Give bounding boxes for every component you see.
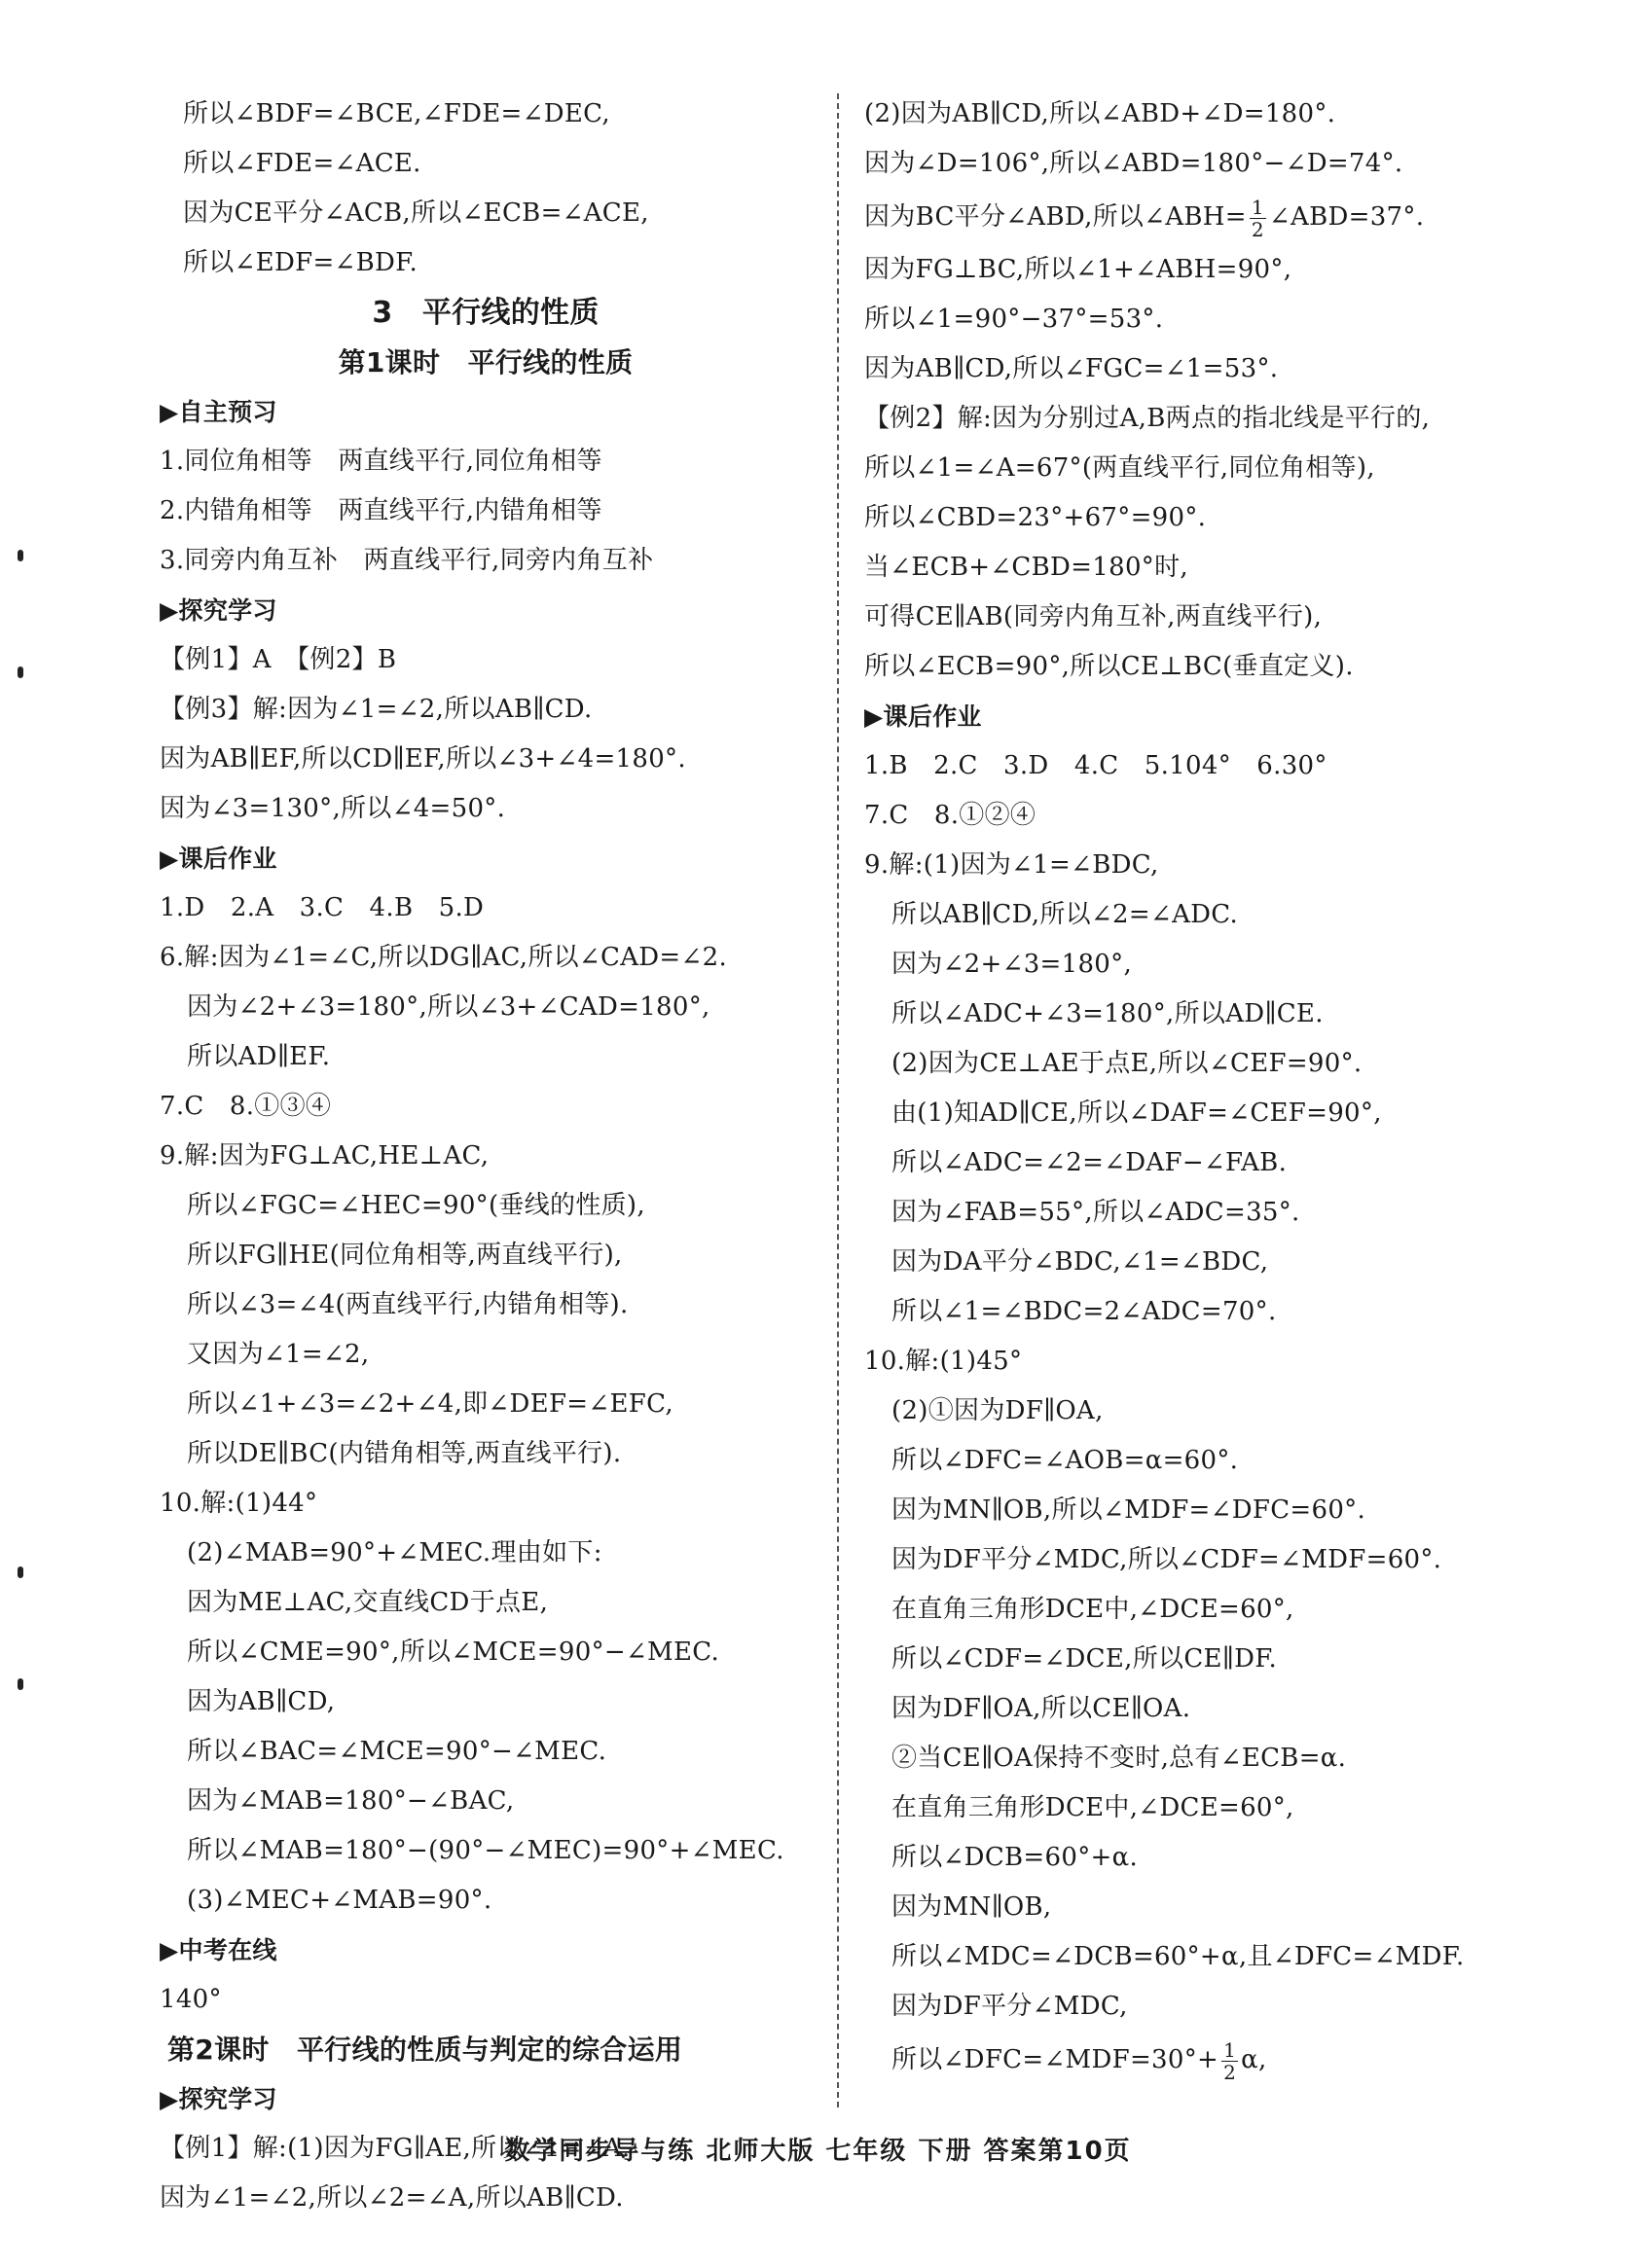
text-line	[160, 1330, 812, 1380]
line-text: 因为FG⊥BC,所以∠1+∠ABH=90°,	[864, 255, 1292, 284]
text-line	[160, 238, 812, 288]
text-line	[864, 791, 1565, 841]
text-line	[160, 139, 812, 189]
line-text-after: ∠ABD=37°.	[1268, 202, 1425, 232]
line-text: 在直角三角形DCE中,∠DCE=60°,	[891, 1595, 1294, 1624]
line-text: 因为AB∥EF,所以CD∥EF,所以∠3+∠4=180°.	[160, 744, 686, 774]
fraction-denominator: 2	[1223, 2060, 1237, 2084]
text-line	[864, 593, 1565, 642]
text-line	[864, 2032, 1565, 2088]
text-line	[864, 990, 1565, 1039]
line-text: 所以∠FGC=∠HEC=90°(垂线的性质),	[187, 1191, 645, 1220]
text-line	[864, 90, 1565, 139]
text-line	[864, 444, 1565, 493]
text-line	[864, 1783, 1565, 1833]
line-text: 所以∠1=∠A=67°(两直线平行,同位角相等),	[864, 453, 1375, 483]
margin-mark	[18, 1678, 23, 1690]
text-line	[864, 1684, 1565, 1734]
lesson-title	[160, 2025, 812, 2074]
text-line	[864, 394, 1565, 444]
text-line	[864, 841, 1565, 890]
text-line	[160, 1975, 812, 2025]
line-text: 所以∠DCB=60°+α.	[891, 1843, 1139, 1872]
line-text: 因为MN∥OB,	[891, 1892, 1052, 1922]
text-line	[160, 735, 812, 784]
text-line	[864, 1188, 1565, 1238]
line-text: 2.内错角相等 两直线平行,内错角相等	[160, 496, 602, 525]
section-heading	[160, 834, 812, 883]
line-text: ▶中考在线	[160, 1936, 277, 1964]
line-text: 7.C 8.①②④	[864, 801, 1036, 830]
line-text: 因为BC平分∠ABD,所以∠ABH=	[864, 202, 1247, 232]
text-line	[160, 437, 812, 486]
text-line	[864, 1337, 1565, 1386]
lesson-title	[160, 338, 812, 387]
text-line	[160, 1479, 812, 1529]
line-text: 所以∠MDC=∠DCB=60°+α,且∠DFC=∠MDF.	[891, 1942, 1465, 1971]
text-line	[864, 642, 1565, 692]
fraction	[1221, 2039, 1238, 2083]
section-heading	[160, 387, 812, 437]
line-text: 当∠ECB+∠CBD=180°时,	[864, 553, 1188, 582]
text-line	[864, 189, 1565, 245]
section-heading	[160, 2074, 812, 2124]
fraction-numerator: 1	[1251, 195, 1264, 219]
line-text: 【例1】解:(1)因为FG∥AE,所以∠1=∠A.	[160, 2134, 631, 2163]
line-text: 因为MN∥OB,所以∠MDF=∠DFC=60°.	[891, 1495, 1366, 1525]
text-line	[160, 1429, 812, 1479]
text-line	[864, 890, 1565, 940]
text-line	[160, 1181, 812, 1231]
text-line	[160, 883, 812, 933]
text-line	[864, 1932, 1565, 1982]
text-line	[160, 983, 812, 1032]
section-heading	[160, 1926, 812, 1975]
text-line	[864, 245, 1565, 295]
line-text: ▶探究学习	[160, 596, 277, 625]
line-text: 140°	[160, 1985, 222, 2014]
line-text: 【例1】A 【例2】B	[160, 645, 397, 674]
text-line	[864, 1138, 1565, 1188]
line-text: 所以∠DFC=∠MDF=30°+	[891, 2045, 1219, 2074]
text-line	[864, 139, 1565, 189]
text-line	[160, 1578, 812, 1628]
line-text: 7.C 8.①③④	[160, 1092, 332, 1121]
line-text: 3.同旁内角互补 两直线平行,同旁内角互补	[160, 546, 654, 575]
text-line	[864, 1486, 1565, 1535]
text-line	[160, 933, 812, 983]
text-line	[160, 1132, 812, 1181]
line-text: 1.同位角相等 两直线平行,同位角相等	[160, 447, 602, 476]
page-footer: 数学同步导与练 北师大版 七年级 下册 答案第10页	[504, 2137, 1132, 2166]
text-line	[160, 784, 812, 834]
line-text: 因为∠MAB=180°−∠BAC,	[187, 1786, 515, 1816]
line-text: 所以∠EDF=∠BDF.	[183, 248, 418, 277]
fraction-denominator: 2	[1251, 217, 1264, 241]
text-line	[864, 1238, 1565, 1287]
line-text: 可得CE∥AB(同旁内角互补,两直线平行),	[864, 602, 1323, 631]
line-text: 所以∠1+∠3=∠2+∠4,即∠DEF=∠EFC,	[187, 1389, 673, 1419]
line-text: 所以DE∥BC(内错角相等,两直线平行).	[187, 1439, 622, 1468]
line-text: 所以∠CDF=∠DCE,所以CE∥DF.	[891, 1644, 1278, 1674]
line-text: 所以AD∥EF.	[187, 1042, 331, 1071]
line-text: ②当CE∥OA保持不变时,总有∠ECB=α.	[891, 1744, 1347, 1773]
fraction-numerator: 1	[1223, 2037, 1237, 2062]
line-text: 3 平行线的性质	[372, 296, 600, 330]
text-line	[160, 685, 812, 735]
line-text: 所以∠CBD=23°+67°=90°.	[864, 503, 1207, 532]
line-text: 又因为∠1=∠2,	[187, 1340, 370, 1369]
text-line	[160, 1529, 812, 1578]
text-line	[864, 1635, 1565, 1684]
margin-mark	[18, 1566, 23, 1578]
line-text-after: α,	[1241, 2045, 1267, 2074]
text-line	[160, 1032, 812, 1082]
text-line	[160, 1380, 812, 1429]
line-text: 因为∠2+∠3=180°,所以∠3+∠CAD=180°,	[187, 992, 710, 1022]
line-text: ▶课后作业	[160, 845, 277, 873]
line-text: 所以∠1=∠BDC=2∠ADC=70°.	[891, 1297, 1277, 1326]
text-line	[160, 2174, 812, 2223]
line-text: (2)①因为DF∥OA,	[891, 1396, 1104, 1425]
line-text: 因为CE平分∠ACB,所以∠ECB=∠ACE,	[183, 198, 649, 228]
line-text: 9.解:(1)因为∠1=∠BDC,	[864, 850, 1159, 880]
text-line	[160, 635, 812, 685]
line-text: 因为DA平分∠BDC,∠1=∠BDC,	[891, 1247, 1269, 1277]
line-text: 所以∠1=90°−37°=53°.	[864, 305, 1164, 334]
line-text: (2)∠MAB=90°+∠MEC.理由如下:	[187, 1538, 602, 1567]
line-text: (3)∠MEC+∠MAB=90°.	[187, 1886, 492, 1915]
text-line	[160, 486, 812, 536]
text-line	[864, 741, 1565, 791]
text-line	[160, 1082, 812, 1132]
lesson-title	[160, 288, 812, 338]
line-text: 10.解:(1)44°	[160, 1489, 318, 1518]
left-column	[160, 90, 812, 2223]
line-text: 所以FG∥HE(同位角相等,两直线平行),	[187, 1241, 623, 1270]
line-text: 所以∠MAB=180°−(90°−∠MEC)=90°+∠MEC.	[187, 1836, 784, 1865]
line-text: 所以∠BAC=∠MCE=90°−∠MEC.	[187, 1737, 607, 1766]
line-text: 6.解:因为∠1=∠C,所以DG∥AC,所以∠CAD=∠2.	[160, 943, 728, 972]
line-text: 因为∠1=∠2,所以∠2=∠A,所以AB∥CD.	[160, 2183, 624, 2213]
line-text: 所以∠ADC+∠3=180°,所以AD∥CE.	[891, 999, 1324, 1028]
text-line	[160, 1826, 812, 1876]
line-text: 因为∠D=106°,所以∠ABD=180°−∠D=74°.	[864, 149, 1403, 178]
line-text: 因为∠2+∠3=180°,	[891, 950, 1133, 979]
line-text: 因为DF平分∠MDC,所以∠CDF=∠MDF=60°.	[891, 1545, 1442, 1574]
text-line	[160, 90, 812, 139]
line-text: (2)因为AB∥CD,所以∠ABD+∠D=180°.	[864, 99, 1336, 128]
line-text: 所以∠BDF=∠BCE,∠FDE=∠DEC,	[183, 99, 610, 128]
text-line	[160, 1727, 812, 1777]
line-text: 所以∠ADC=∠2=∠DAF−∠FAB.	[891, 1148, 1288, 1177]
text-line	[864, 543, 1565, 593]
text-line	[864, 1982, 1565, 2032]
text-line	[864, 1535, 1565, 1585]
text-line	[864, 1089, 1565, 1138]
line-text: 所以∠ECB=90°,所以CE⊥BC(垂直定义).	[864, 652, 1354, 681]
line-text: 因为∠FAB=55°,所以∠ADC=35°.	[891, 1198, 1300, 1227]
text-line	[160, 1677, 812, 1727]
line-text: ▶课后作业	[864, 702, 982, 731]
line-text: 所以∠3=∠4(两直线平行,内错角相等).	[187, 1290, 629, 1319]
line-text: 10.解:(1)45°	[864, 1347, 1023, 1376]
column-divider	[837, 93, 839, 2107]
line-text: 所以AB∥CD,所以∠2=∠ADC.	[891, 900, 1239, 929]
line-text: 因为AB∥CD,	[187, 1687, 336, 1716]
text-line	[864, 1833, 1565, 1883]
text-line	[160, 1231, 812, 1280]
text-line	[160, 1777, 812, 1826]
line-text: 1.B 2.C 3.D 4.C 5.104° 6.30°	[864, 751, 1327, 780]
text-line	[864, 295, 1565, 344]
text-line	[864, 1386, 1565, 1436]
section-heading	[160, 586, 812, 635]
line-text: 所以∠CME=90°,所以∠MCE=90°−∠MEC.	[187, 1638, 720, 1667]
text-line	[864, 1436, 1565, 1486]
text-line	[160, 1628, 812, 1677]
text-line	[160, 1876, 812, 1926]
text-line	[864, 1585, 1565, 1635]
fraction	[1250, 197, 1266, 240]
margin-mark	[18, 666, 23, 678]
line-text: 因为∠3=130°,所以∠4=50°.	[160, 794, 506, 823]
section-heading	[864, 692, 1565, 741]
line-text: 所以∠FDE=∠ACE.	[183, 149, 421, 178]
text-line	[160, 536, 812, 586]
line-text: ▶自主预习	[160, 398, 277, 426]
text-line	[864, 1734, 1565, 1783]
text-line	[864, 940, 1565, 990]
line-text: 因为ME⊥AC,交直线CD于点E,	[187, 1588, 549, 1617]
line-text: 9.解:因为FG⊥AC,HE⊥AC,	[160, 1141, 490, 1170]
right-column	[864, 90, 1565, 2088]
line-text: 因为DF平分∠MDC,	[891, 1992, 1128, 2021]
line-text: 由(1)知AD∥CE,所以∠DAF=∠CEF=90°,	[891, 1098, 1382, 1128]
line-text: 因为DF∥OA,所以CE∥OA.	[891, 1694, 1191, 1723]
text-line	[160, 189, 812, 238]
line-text: ▶探究学习	[160, 2085, 277, 2113]
text-line	[864, 344, 1565, 394]
text-line	[160, 1280, 812, 1330]
text-line	[864, 493, 1565, 543]
line-text: 【例3】解:因为∠1=∠2,所以AB∥CD.	[160, 695, 593, 724]
line-text: 第1课时 平行线的性质	[338, 346, 634, 378]
line-text: 因为AB∥CD,所以∠FGC=∠1=53°.	[864, 354, 1279, 383]
line-text: 所以∠DFC=∠AOB=α=60°.	[891, 1446, 1239, 1475]
line-text: 【例2】解:因为分别过A,B两点的指北线是平行的,	[864, 404, 1431, 433]
line-text: (2)因为CE⊥AE于点E,所以∠CEF=90°.	[891, 1049, 1363, 1078]
text-line	[864, 1287, 1565, 1337]
line-text: 1.D 2.A 3.C 4.B 5.D	[160, 893, 485, 922]
text-line	[864, 1883, 1565, 1932]
text-line	[864, 1039, 1565, 1089]
line-text: 在直角三角形DCE中,∠DCE=60°,	[891, 1793, 1294, 1822]
line-text: 第2课时 平行线的性质与判定的综合运用	[167, 2034, 683, 2066]
margin-mark	[18, 550, 23, 561]
